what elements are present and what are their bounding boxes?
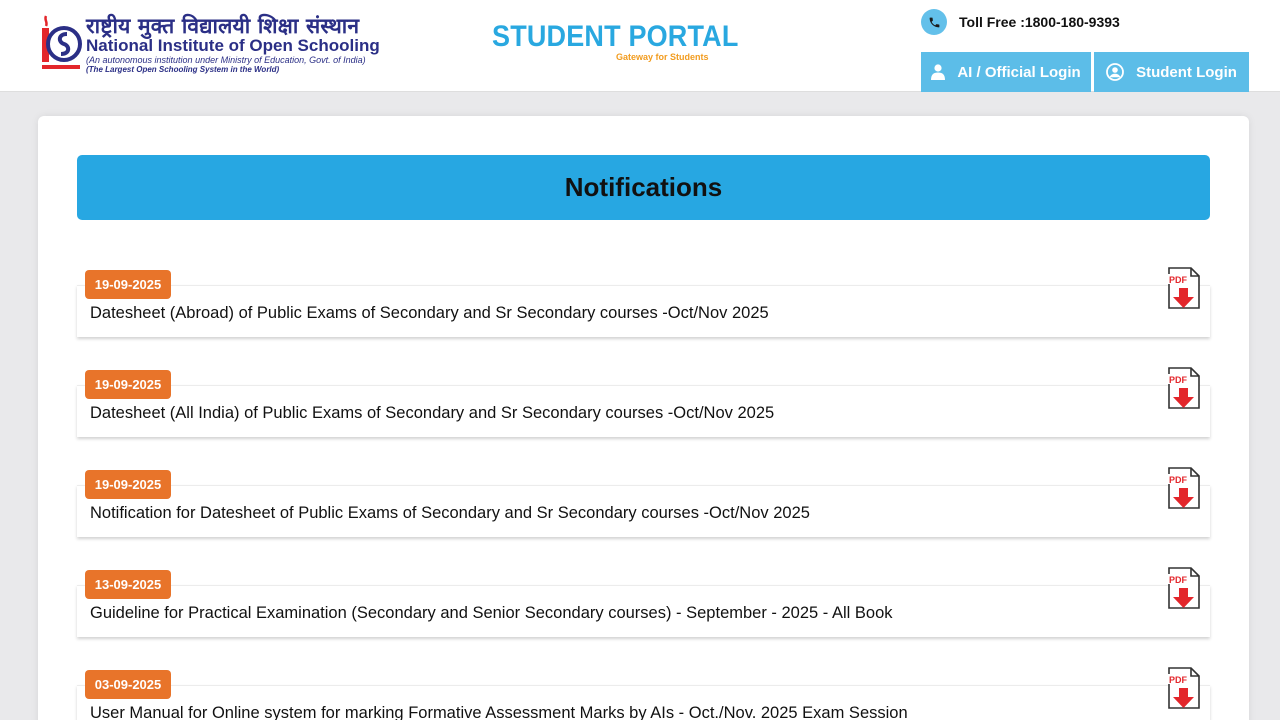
student-login-button[interactable] (1094, 52, 1249, 92)
notifications-heading: Notifications (564, 172, 723, 202)
portal-title: STUDENT PORTAL (492, 20, 739, 53)
notifications-panel (38, 116, 1249, 720)
phone-icon (921, 9, 947, 35)
org-name-english (86, 36, 380, 56)
notifications-heading-banner (77, 155, 1210, 220)
notification-item[interactable] (77, 285, 1210, 337)
ai-login-label: AI / Official Login (957, 63, 1081, 81)
notification-date-badge: 19-09-2025 (85, 270, 171, 299)
notification-item[interactable] (77, 685, 1210, 720)
notification-item[interactable] (77, 585, 1210, 637)
pdf-download-icon[interactable] (1166, 367, 1202, 411)
notification-title[interactable]: Datesheet (Abroad) of Public Exams of Secondary and Sr Secondary courses -Oct/Nov 2025 (90, 304, 769, 322)
org-name-english-prefix: National Institute of (86, 36, 250, 55)
notification-title[interactable]: Notification for Datesheet of Public Exams of Secondary and Sr Secondary courses -Oct/Nov 2025 (90, 504, 810, 522)
user-circle-icon (1106, 63, 1124, 81)
portal-tagline: Gateway for Students (616, 52, 709, 62)
notification-item[interactable] (77, 385, 1210, 437)
toll-free-number: Toll Free :1800-180-9393 (959, 14, 1120, 30)
org-subtitle: (An autonomous institution under Ministry of Education, Govt. of India) (86, 55, 366, 65)
nios-logo-icon[interactable] (40, 12, 82, 74)
notification-date-badge: 19-09-2025 (85, 470, 171, 499)
org-name-english-bold: Open Schooling (249, 36, 380, 55)
student-login-label: Student Login (1136, 63, 1237, 81)
notification-title[interactable]: Datesheet (All India) of Public Exams of Secondary and Sr Secondary courses -Oct/Nov 2025 (90, 404, 775, 422)
svg-text:PDF: PDF (1169, 275, 1187, 285)
site-header (0, 0, 1280, 92)
pdf-download-icon[interactable] (1166, 567, 1202, 611)
pdf-download-icon[interactable] (1166, 467, 1202, 511)
notification-date-badge: 13-09-2025 (85, 570, 171, 599)
ai-official-login-button[interactable] (921, 52, 1091, 92)
notification-title[interactable]: Guideline for Practical Examination (Secondary and Senior Secondary courses) - September - 2025 - All Book (90, 604, 893, 622)
org-name-hindi: राष्ट्रीय मुक्त विद्यालयी शिक्षा संस्थान (86, 14, 360, 38)
notification-title[interactable]: User Manual for Online system for marking Formative Assessment Marks by AIs - Oct./Nov. 2025 Exam Session (90, 704, 908, 720)
notification-date-badge: 19-09-2025 (85, 370, 171, 399)
user-icon (931, 64, 945, 80)
pdf-download-icon[interactable] (1166, 267, 1202, 311)
svg-text:PDF: PDF (1169, 375, 1187, 385)
svg-text:PDF: PDF (1169, 675, 1187, 685)
svg-text:PDF: PDF (1169, 475, 1187, 485)
notification-date-badge: 03-09-2025 (85, 670, 171, 699)
pdf-download-icon[interactable] (1166, 667, 1202, 711)
svg-text:PDF: PDF (1169, 575, 1187, 585)
org-slogan: (The Largest Open Schooling System in the World) (86, 65, 280, 74)
notification-item[interactable] (77, 485, 1210, 537)
